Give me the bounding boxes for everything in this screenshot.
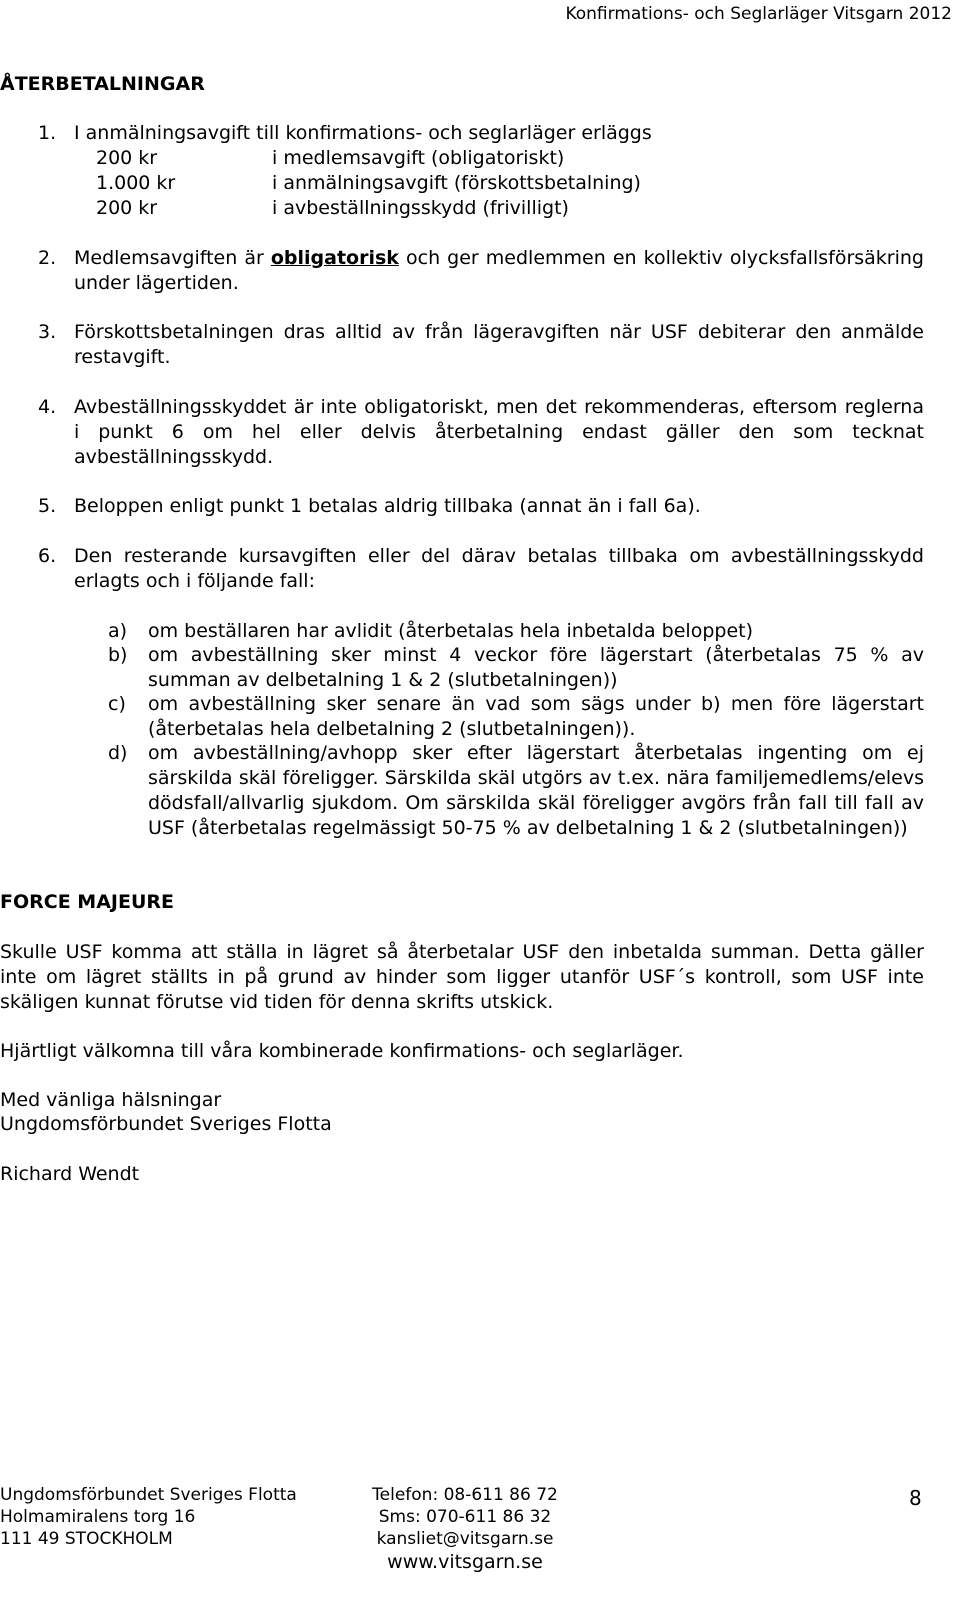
fee-row xyxy=(96,196,569,221)
footer-email[interactable]: kansliet@vitsgarn.se xyxy=(376,1529,554,1549)
footer-city: 111 49 STOCKHOLM xyxy=(0,1529,173,1549)
subitem-b xyxy=(108,643,924,693)
item-1-text: I anmälningsavgift till konfirmations- och seglarläger erläggs xyxy=(74,122,652,144)
footer-sms: Sms: 070-611 86 32 xyxy=(378,1507,552,1527)
subitem-text: om avbeställning sker minst 4 veckor före lägerstart (återbetalas 75 % av summan av delbetalning 1 & 2 (slutbetalningen)) xyxy=(148,644,924,691)
fee-description: i medlemsavgift (obligatoriskt) xyxy=(272,147,565,169)
subitem-text: om beställaren har avlidit (återbetalas hela inbetalda beloppet) xyxy=(148,620,754,642)
footer-street: Holmamiralens torg 16 xyxy=(0,1507,196,1527)
footer-org: Ungdomsförbundet Sveriges Flotta xyxy=(0,1485,297,1505)
footer-contact xyxy=(370,1484,560,1574)
subitem-c xyxy=(108,692,924,742)
subitem-text: om avbeställning/avhopp sker efter lägerstart återbetalas ingenting om ej särskilda skäl föreligger. Särskilda skäl utgörs av t.ex. nära familjemedlems/elevs dödsfall/allvarlig sjukdom. Om särskilda skäl föreligger avgörs från fall till fall av USF (återbetalas regelmässigt 50-75 % av delbetalning 1 & 2 (slutbetalningen)) xyxy=(148,742,924,839)
fee-amount: 1.000 kr xyxy=(96,172,176,194)
item-2-emphasis: obligatorisk xyxy=(270,247,399,269)
welcome-text: Hjärtligt välkomna till våra kombinerade konfirmations- och seglarläger. xyxy=(0,1040,684,1062)
page-header-title: Konfirmations- och Seglarläger Vitsgarn 2012 xyxy=(565,4,952,24)
fee-amount: 200 kr xyxy=(96,197,158,219)
fee-row xyxy=(96,146,564,171)
subitem-label: a) xyxy=(108,620,128,642)
section-heading-force-majeure: FORCE MAJEURE xyxy=(0,891,174,913)
subitem-d xyxy=(108,741,924,841)
item-4-text: Avbeställningsskyddet är inte obligatoriskt, men det rekommenderas, eftersom reglerna i punkt 6 om hel eller delvis återbetalning endast gäller den som tecknat avbeställningsskydd. xyxy=(74,396,924,468)
item-2-number: 2. xyxy=(38,247,57,269)
item-3-number: 3. xyxy=(38,321,57,343)
item-3-text: Förskottsbetalningen dras alltid av från lägeravgiften när USF debiterar den anmälde restavgift. xyxy=(74,321,924,368)
item-4-number: 4. xyxy=(38,396,57,418)
signature-organization: Ungdomsförbundet Sveriges Flotta xyxy=(0,1113,332,1135)
item-2-text xyxy=(74,246,924,296)
item-2-text-pre: Medlemsavgiften är xyxy=(74,247,271,269)
fee-amount: 200 kr xyxy=(96,147,158,169)
fee-description: i anmälningsavgift (förskottsbetalning) xyxy=(272,172,641,194)
signature-name: Richard Wendt xyxy=(0,1163,140,1185)
item-5-number: 5. xyxy=(38,495,57,517)
subitem-text: om avbeställning sker senare än vad som sägs under b) men före lägerstart (återbetalas hela delbetalning 2 (slutbetalningen)). xyxy=(148,693,924,740)
item-6-number: 6. xyxy=(38,545,57,567)
footer-phone: Telefon: 08-611 86 72 xyxy=(372,1485,558,1505)
item-6-text: Den resterande kursavgiften eller del därav betalas tillbaka om avbeställningsskydd erlagts och i följande fall: xyxy=(74,545,924,592)
subitem-label: c) xyxy=(108,693,126,715)
force-majeure-text: Skulle USF komma att ställa in lägret så återbetalar USF den inbetalda summan. Detta gäller inte om lägret ställts in på grund av hinder som ligger utanför USF´s kontroll, som USF inte skäligen kunnat förutse vid tiden för denna skrifts utskick. xyxy=(0,941,924,1013)
fee-row xyxy=(96,171,641,196)
page-number: 8 xyxy=(909,1486,922,1510)
item-1-number: 1. xyxy=(38,122,57,144)
section-heading-aterbetalningar: ÅTERBETALNINGAR xyxy=(0,73,205,95)
item-2-text-post: och ger medlemmen en kollektiv olycksfallsförsäkring under lägertiden. xyxy=(74,247,924,294)
subitem-label: d) xyxy=(108,742,128,764)
footer-website[interactable]: www.vitsgarn.se xyxy=(387,1551,543,1573)
fee-description: i avbeställningsskydd (frivilligt) xyxy=(272,197,569,219)
subitem-label: b) xyxy=(108,644,128,666)
greeting-text: Med vänliga hälsningar xyxy=(0,1089,222,1111)
item-5-text: Beloppen enligt punkt 1 betalas aldrig tillbaka (annat än i fall 6a). xyxy=(74,495,701,517)
subitem-a xyxy=(108,619,924,644)
footer-address xyxy=(0,1484,297,1550)
